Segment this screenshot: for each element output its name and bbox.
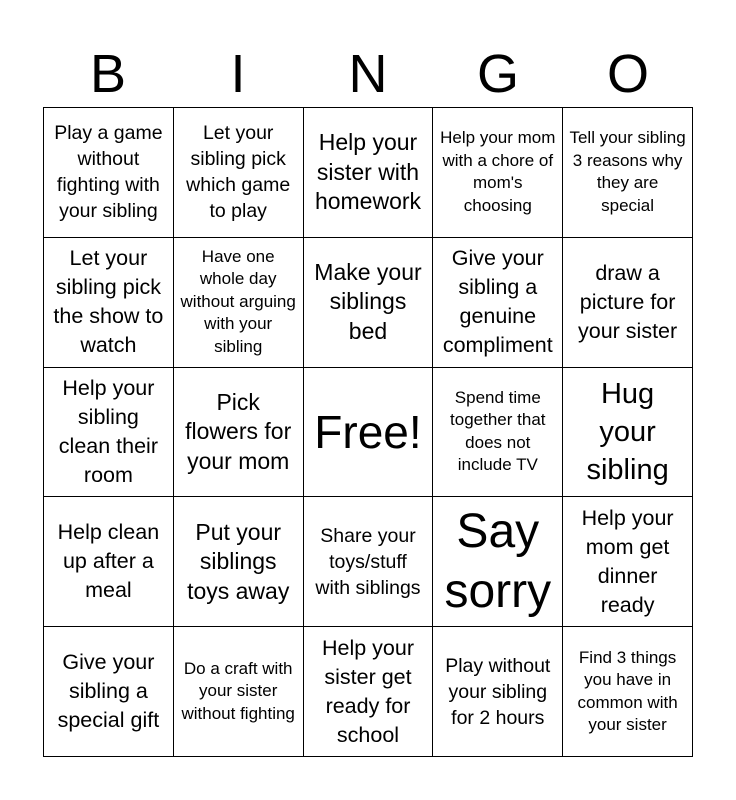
bingo-cell-text: Let your sibling pick which game to play: [186, 122, 291, 223]
bingo-cell-r1c4[interactable]: [433, 108, 563, 238]
bingo-cell-r5c2[interactable]: [174, 627, 304, 757]
bingo-cell-r1c5[interactable]: [563, 108, 693, 238]
bingo-cell-r5c4[interactable]: [433, 627, 563, 757]
bingo-board: [43, 107, 693, 757]
bingo-cell-text: Share your toys/stuff with siblings: [315, 524, 421, 599]
bingo-cell-r3c4[interactable]: [433, 368, 563, 498]
bingo-cell-r5c5[interactable]: [563, 627, 693, 757]
bingo-cell-r2c5[interactable]: [563, 238, 693, 368]
bingo-cell-r2c1[interactable]: [44, 238, 174, 368]
bingo-cell-r2c3[interactable]: [304, 238, 434, 368]
bingo-cell-text: Play a game without fighting with your sibling: [54, 122, 163, 223]
bingo-cell-text: Tell your sibling 3 reasons why they are special: [569, 128, 686, 215]
bingo-cell-r4c3[interactable]: [304, 497, 434, 627]
bingo-cell-text: Help your mom with a chore of mom's choosing: [440, 128, 556, 215]
bingo-cell-text: Hug your sibling: [586, 377, 669, 486]
bingo-cell-text: Put your siblings toys away: [187, 518, 290, 604]
header-letter-g: G: [476, 44, 519, 104]
bingo-cell-text: Do a craft with your sister without fighting: [181, 658, 295, 723]
header-letter-n: N: [348, 44, 388, 104]
bingo-cell-text: Have one whole day without arguing with your sibling: [180, 246, 296, 356]
header-letter-b: B: [89, 44, 127, 104]
bingo-cell-r1c2[interactable]: [174, 108, 304, 238]
bingo-cell-text: Help your sibling clean their room: [58, 375, 158, 487]
bingo-header: [43, 40, 693, 108]
bingo-cell-free[interactable]: [304, 368, 434, 498]
bingo-cell-text: Let your sibling pick the show to watch: [53, 246, 164, 358]
bingo-cell-r2c2[interactable]: [174, 238, 304, 368]
bingo-cell-r5c3[interactable]: [304, 627, 434, 757]
bingo-cell-text: Find 3 things you have in common with your sister: [577, 647, 678, 735]
free-space-text: Free!: [314, 405, 422, 458]
bingo-cell-text: Make your siblings bed: [314, 258, 422, 344]
bingo-cell-r1c3[interactable]: [304, 108, 434, 238]
bingo-cell-text: Play without your sibling for 2 hours: [445, 654, 551, 729]
bingo-cell-r1c1[interactable]: [44, 108, 174, 238]
bingo-cell-text: draw a picture for your sister: [578, 260, 678, 343]
bingo-cell-text: Say sorry: [444, 504, 552, 618]
bingo-cell-text: Pick flowers for your mom: [185, 388, 292, 474]
bingo-cell-r3c1[interactable]: [44, 368, 174, 498]
bingo-cell-r4c2[interactable]: [174, 497, 304, 627]
bingo-cell-r3c5[interactable]: [563, 368, 693, 498]
bingo-cell-text: Help your sister get ready for school: [321, 635, 414, 747]
bingo-cell-text: Give your sibling a genuine compliment: [442, 246, 553, 358]
bingo-cell-r4c5[interactable]: [563, 497, 693, 627]
bingo-cell-text: Help your sister with homework: [314, 129, 422, 215]
bingo-cell-r3c2[interactable]: [174, 368, 304, 498]
bingo-cell-text: Spend time together that does not include TV: [450, 387, 546, 475]
header-letter-i: I: [230, 44, 246, 104]
header-letter-o: O: [606, 44, 649, 104]
bingo-cell-text: Give your sibling a special gift: [57, 650, 160, 733]
bingo-cell-text: Help your mom get dinner ready: [581, 505, 674, 617]
bingo-cell-r4c1[interactable]: [44, 497, 174, 627]
bingo-cell-text: Help clean up after a meal: [57, 520, 160, 603]
bingo-cell-r2c4[interactable]: [433, 238, 563, 368]
bingo-cell-r4c4[interactable]: [433, 497, 563, 627]
bingo-cell-r5c1[interactable]: [44, 627, 174, 757]
